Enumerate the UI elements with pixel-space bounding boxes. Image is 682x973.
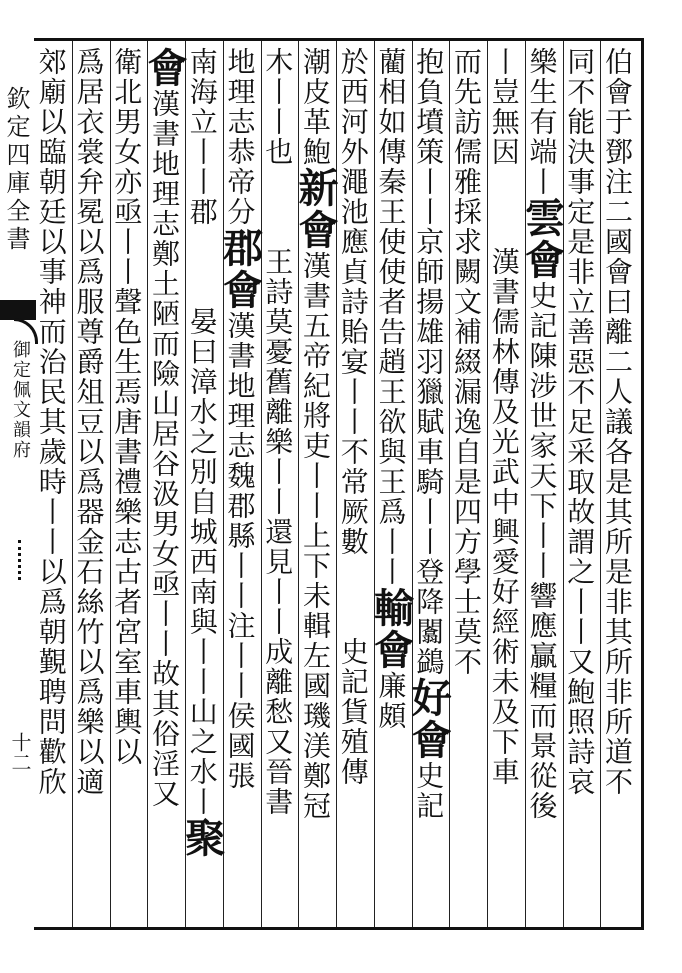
text-column	[450, 47, 486, 925]
margin-collection-title: 欽定四庫全書	[2, 86, 30, 254]
text-column	[216, 47, 264, 925]
column-text: 衛北男女亦亟丨丨聲色生焉唐書禮樂志古者宮室車輿以	[110, 47, 144, 767]
text-column	[405, 47, 453, 925]
entry-heading: 好會	[405, 677, 453, 761]
text-column	[337, 47, 373, 925]
entry-heading: 郡會	[216, 227, 264, 311]
margin-dots	[18, 540, 25, 580]
entry-heading: 會	[141, 47, 188, 89]
column-text: 潮皮革鮑	[299, 47, 332, 167]
column-text: 漢書五帝紀將吏丨丨上下未輯左國璣渼鄭冠	[299, 251, 332, 821]
column-text: 王詩莫憂舊離樂丨丨還見丨丨成離愁又晉書	[261, 247, 295, 817]
text-column	[601, 47, 637, 925]
column-text: 樂生有端丨	[525, 47, 559, 197]
entry-heading: 新會	[292, 167, 339, 251]
margin-book-title: 御定佩文韻府	[10, 340, 31, 460]
column-text: 伯會于鄧注二國會曰離二人議各是其所是非其所非所道不	[601, 47, 634, 797]
text-frame	[34, 38, 644, 930]
text-column	[488, 47, 524, 925]
column-text: 丨豈無因	[487, 47, 521, 167]
column-text: 史記陳涉世家天下丨丨響應贏糧而景從後	[525, 281, 559, 821]
column-text: 史記貨殖傳	[336, 637, 370, 787]
text-column	[564, 47, 600, 925]
text-column	[35, 47, 71, 925]
entry-heading: 輸會	[367, 587, 415, 671]
column-text: 漢書地理志鄭土陋而險山居谷汲男女亟丨丨故其俗淫又	[148, 89, 181, 809]
column-text: 爲居衣裳弁冕以爲服尊爵俎豆以爲器金石絲竹以爲樂以適	[72, 47, 106, 797]
text-column	[262, 47, 298, 925]
column-text: 於西河外澠池應貞詩貽宴丨丨不常厥數	[336, 47, 370, 557]
text-column	[111, 47, 147, 925]
column-text: 木丨丨也	[261, 47, 295, 167]
column-text: 晏曰漳水之別自城西南與丨丨山之水丨	[185, 307, 219, 817]
column-text: 抱負墳策丨丨京師揚雄羽獵賦車騎丨丨登降闟鷁	[412, 47, 446, 677]
column-text: 史記	[412, 761, 446, 821]
column-text: 漢書儒林傳及光武中興愛好經術未及下車	[487, 247, 521, 787]
text-column	[141, 47, 188, 925]
column-text: 同不能決事定是非立善惡不足采取故謂之丨丨又鮑照詩哀	[563, 47, 597, 797]
text-column	[178, 47, 226, 925]
text-column	[367, 47, 415, 925]
entry-heading: 聚	[178, 817, 226, 859]
margin-page-number: 十二	[8, 732, 32, 772]
text-column	[73, 47, 109, 925]
text-column	[292, 47, 339, 925]
column-text: 地理志恭帝分	[223, 47, 257, 227]
column-text: 而先訪儒雅採求闕文補綴漏逸自是四方學士莫不	[450, 47, 483, 677]
column-text: 漢書地理志魏郡縣丨丨注丨丨侯國張	[223, 311, 257, 791]
column-text: 藺相如傳秦王使使者告趙王欲與王爲丨丨	[374, 47, 408, 587]
column-text: 廉頗	[374, 671, 408, 731]
column-text: 郊廟以臨朝廷以事神而治民其歲時丨丨以爲朝覲聘問歡欣	[34, 47, 68, 797]
entry-heading: 雲會	[518, 197, 566, 281]
column-text: 南海立丨丨郡	[185, 47, 219, 227]
text-column	[518, 47, 566, 925]
